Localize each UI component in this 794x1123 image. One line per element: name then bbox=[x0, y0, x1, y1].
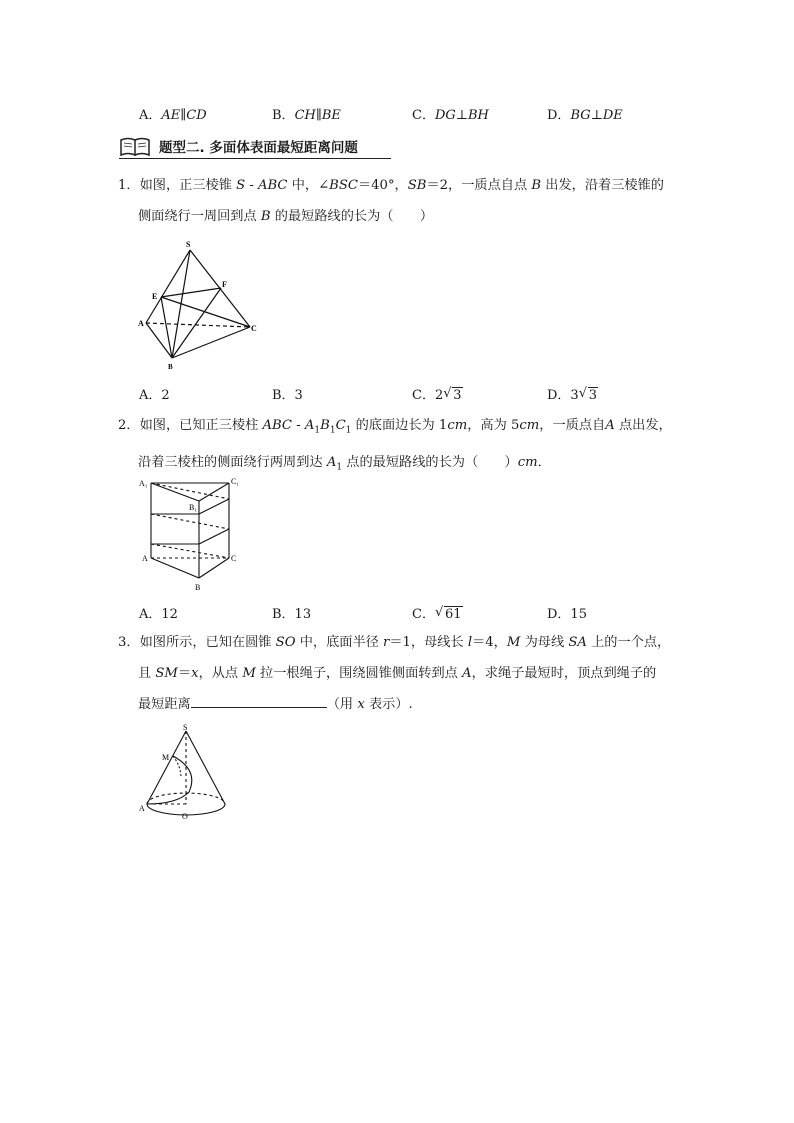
prev-question-options bbox=[139, 104, 699, 124]
q2-option-a[interactable]: A．12 bbox=[139, 607, 178, 622]
section-underline bbox=[119, 158, 391, 159]
q1-line1: 1．如图，正三棱锥 S - ABC 中，∠BSC＝40°，SB＝2，一质点自点 B 出发，沿着三棱锥的 bbox=[118, 178, 664, 193]
q3-line2: 且 SM＝x，从点 M 拉一根绳子，围绕圆锥侧面转到点 A，求绳子最短时，顶点到绳子的 bbox=[138, 666, 657, 681]
q2-options bbox=[139, 603, 699, 623]
q2-option-b[interactable]: B．13 bbox=[272, 607, 312, 622]
q2-label-c1: C₁ bbox=[231, 477, 240, 486]
q1-pyramid-figure bbox=[135, 238, 265, 374]
open-book-icon bbox=[119, 136, 153, 158]
option-b[interactable]: B．CH∥BE bbox=[272, 108, 341, 123]
q3-line1: 3．如图所示，已知在圆锥 SO 中，底面半径 r＝1，母线长 l＝4，M 为母线 SA 上的一个点， bbox=[118, 635, 671, 650]
q2-label-a: A bbox=[142, 554, 148, 563]
q2-option-c[interactable]: C． √ 61 bbox=[412, 605, 462, 622]
q2-label-c: C bbox=[231, 554, 237, 563]
q1-label-f: F bbox=[222, 280, 227, 289]
option-a[interactable]: A．AE∥CD bbox=[139, 108, 207, 123]
q1-options bbox=[139, 384, 699, 404]
question-3 bbox=[118, 627, 688, 720]
q3-line3: 最短距离 （用 x 表示）. bbox=[138, 697, 413, 712]
q1-option-b[interactable]: B．3 bbox=[272, 388, 303, 403]
q1-label-c: C bbox=[251, 324, 257, 333]
option-d[interactable]: D．BG⊥DE bbox=[547, 108, 623, 123]
q1-line2: 侧面绕行一周回到点 B 的最短路线的长为（ ） bbox=[138, 209, 434, 224]
q2-prism-figure bbox=[137, 474, 247, 596]
section-title: 题型二. 多面体表面最短距离问题 bbox=[159, 140, 358, 156]
q1-option-a[interactable]: A．2 bbox=[139, 388, 170, 403]
q3-cone-figure bbox=[137, 722, 237, 824]
q1-option-d[interactable]: D．3 √ 3 bbox=[547, 386, 597, 403]
q1-label-b: B bbox=[168, 363, 173, 371]
q3-label-m: M bbox=[162, 753, 170, 762]
q1-option-c[interactable]: C．2 √ 3 bbox=[412, 386, 462, 403]
q2-option-d[interactable]: D．15 bbox=[547, 607, 587, 622]
q2-label-b1: B₁ bbox=[189, 503, 198, 512]
question-2 bbox=[118, 410, 688, 483]
q1-label-e: E bbox=[152, 292, 158, 301]
option-c[interactable]: C．DG⊥BH bbox=[412, 108, 489, 123]
answer-blank[interactable] bbox=[191, 695, 327, 708]
q3-label-o: O bbox=[182, 812, 188, 821]
q3-label-a: A bbox=[139, 804, 145, 813]
q2-label-a1: A₁ bbox=[139, 479, 148, 488]
q1-label-a: A bbox=[138, 319, 144, 328]
q2-line1: 2．如图，已知正三棱柱 ABC - $A_1B_1C_1$ 的底面边长为 1cm，高为 5cm，一质点自A 点出发， bbox=[118, 418, 672, 436]
question-1 bbox=[118, 170, 688, 232]
q1-label-s: S bbox=[186, 240, 191, 249]
q2-line2: 沿着三棱柱的侧面绕行两周到达 $A_1$ 点的最短路线的长为（ ）cm． bbox=[138, 454, 551, 473]
q2-label-b: B bbox=[195, 583, 201, 592]
q3-label-s: S bbox=[183, 723, 188, 732]
